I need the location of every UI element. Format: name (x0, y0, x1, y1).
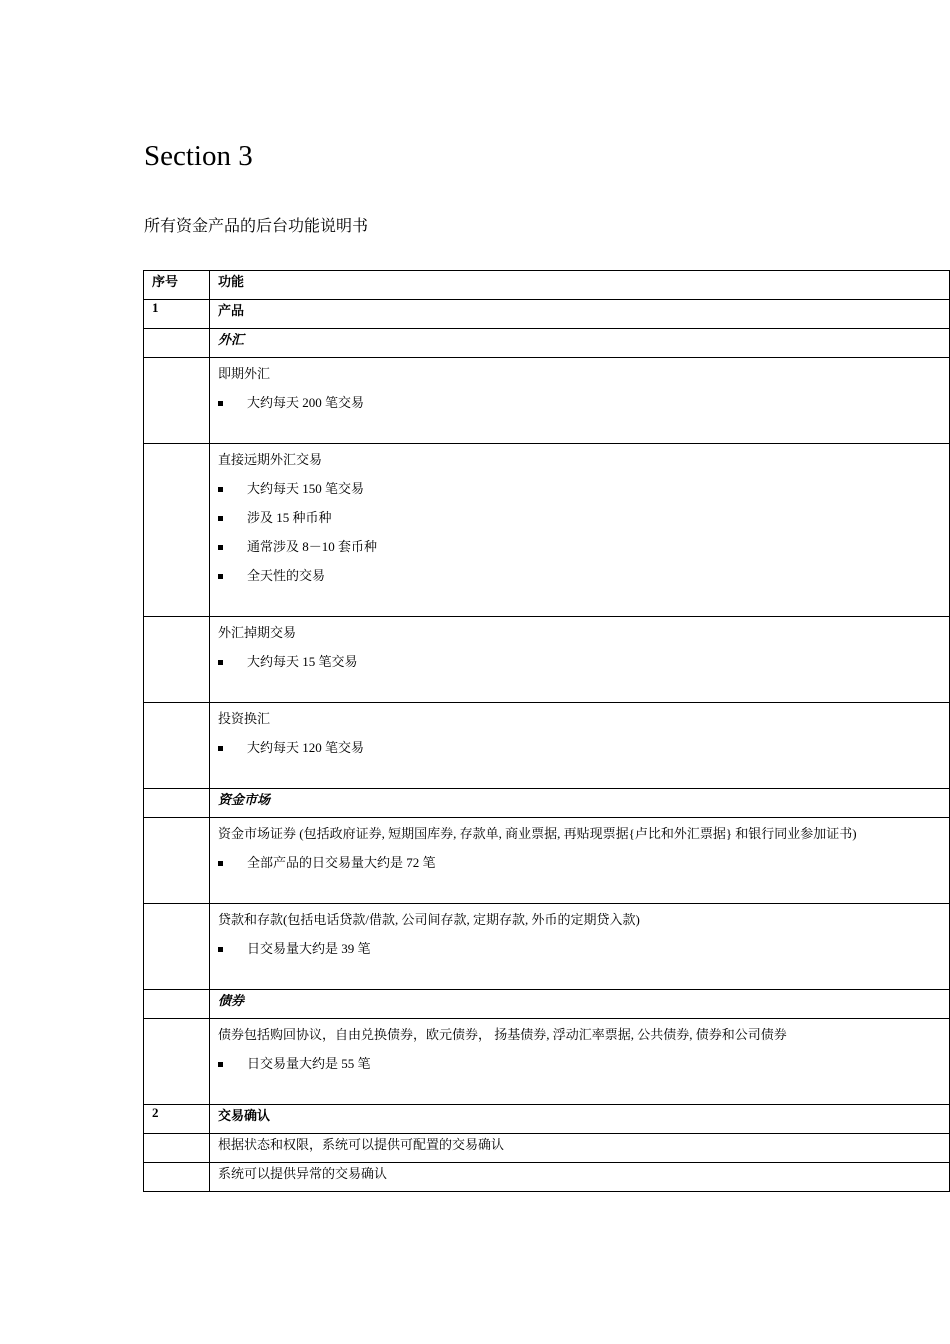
bullet-text: 大约每天 150 笔交易 (247, 481, 365, 496)
bullet-list (218, 855, 941, 871)
product-row (144, 358, 950, 444)
product-cell (210, 617, 950, 703)
empty-cell (144, 703, 210, 789)
section-title: 交易确认 (210, 1105, 950, 1134)
product-row (144, 444, 950, 617)
empty-cell (144, 329, 210, 358)
product-title: 外汇掉期交易 (218, 625, 297, 640)
bullet-text: 涉及 15 种币种 (247, 510, 332, 525)
product-title: 资金市场证券 (包括政府证券, 短期国库券, 存款单, 商业票据, 再贴现票据{卢比和外汇票据} 和银行同业参加证书) (218, 826, 857, 841)
category-title: 外汇 (210, 329, 950, 358)
list-item (218, 654, 941, 670)
list-item (218, 1056, 941, 1072)
product-title: 贷款和存款(包括电话贷款/借款, 公司间存款, 定期存款, 外币的定期贷入款) (218, 912, 640, 927)
list-item (218, 855, 941, 871)
square-bullet-icon (218, 746, 223, 751)
empty-cell (144, 358, 210, 444)
section-number: 2 (144, 1105, 210, 1134)
product-title: 投资换汇 (218, 711, 271, 726)
square-bullet-icon (218, 545, 223, 550)
section-row (144, 1105, 950, 1134)
product-cell (210, 818, 950, 904)
square-bullet-icon (218, 1062, 223, 1067)
product-row (144, 818, 950, 904)
function-row (144, 1163, 950, 1192)
list-item (218, 941, 941, 957)
bullet-list (218, 1056, 941, 1072)
square-bullet-icon (218, 516, 223, 521)
header-function: 功能 (210, 271, 950, 300)
product-title: 即期外汇 (218, 366, 271, 381)
section-title: 产品 (210, 300, 950, 329)
function-row (144, 1134, 950, 1163)
product-cell (210, 1019, 950, 1105)
bullet-text: 大约每天 15 笔交易 (247, 654, 358, 669)
category-row (144, 329, 950, 358)
empty-cell (144, 818, 210, 904)
product-cell (210, 444, 950, 617)
bullet-list (218, 654, 941, 670)
bullet-text: 全天性的交易 (247, 568, 326, 583)
product-row (144, 904, 950, 990)
square-bullet-icon (218, 947, 223, 952)
document-subtitle: 所有资金产品的后台功能说明书 (144, 218, 369, 235)
bullet-list (218, 395, 941, 411)
category-row (144, 990, 950, 1019)
function-spec-table (143, 270, 950, 1192)
function-text: 根据状态和权限，系统可以提供可配置的交易确认 (210, 1134, 950, 1163)
product-cell (210, 703, 950, 789)
empty-cell (144, 904, 210, 990)
empty-cell (144, 990, 210, 1019)
section-row (144, 300, 950, 329)
product-cell (210, 904, 950, 990)
empty-cell (144, 1019, 210, 1105)
product-row (144, 1019, 950, 1105)
empty-cell (144, 617, 210, 703)
empty-cell (144, 1163, 210, 1192)
section-heading: Section 3 (144, 140, 253, 172)
square-bullet-icon (218, 487, 223, 492)
product-row (144, 617, 950, 703)
category-title: 资金市场 (210, 789, 950, 818)
bullet-text: 日交易量大约是 39 笔 (247, 941, 371, 956)
empty-cell (144, 1134, 210, 1163)
bullet-text: 全部产品的日交易量大约是 72 笔 (247, 855, 436, 870)
square-bullet-icon (218, 574, 223, 579)
list-item (218, 539, 941, 555)
section-number: 1 (144, 300, 210, 329)
bullet-list (218, 481, 941, 584)
list-item (218, 568, 941, 584)
bullet-list (218, 941, 941, 957)
function-text: 系统可以提供异常的交易确认 (210, 1163, 950, 1192)
square-bullet-icon (218, 660, 223, 665)
product-cell (210, 358, 950, 444)
empty-cell (144, 789, 210, 818)
list-item (218, 510, 941, 526)
square-bullet-icon (218, 401, 223, 406)
product-title: 直接远期外汇交易 (218, 452, 323, 467)
list-item (218, 481, 941, 497)
category-row (144, 789, 950, 818)
bullet-list (218, 740, 941, 756)
list-item (218, 395, 941, 411)
bullet-text: 日交易量大约是 55 笔 (247, 1056, 371, 1071)
product-title: 债券包括购回协议，自由兑换债券，欧元债券， 扬基债券, 浮动汇率票据, 公共债券, 债券和公司债券 (218, 1027, 787, 1042)
list-item (218, 740, 941, 756)
product-row (144, 703, 950, 789)
bullet-text: 通常涉及 8－10 套币种 (247, 539, 378, 554)
empty-cell (144, 444, 210, 617)
square-bullet-icon (218, 861, 223, 866)
table-header-row (144, 271, 950, 300)
bullet-text: 大约每天 120 笔交易 (247, 740, 365, 755)
category-title: 债券 (210, 990, 950, 1019)
bullet-text: 大约每天 200 笔交易 (247, 395, 365, 410)
header-number: 序号 (144, 271, 210, 300)
